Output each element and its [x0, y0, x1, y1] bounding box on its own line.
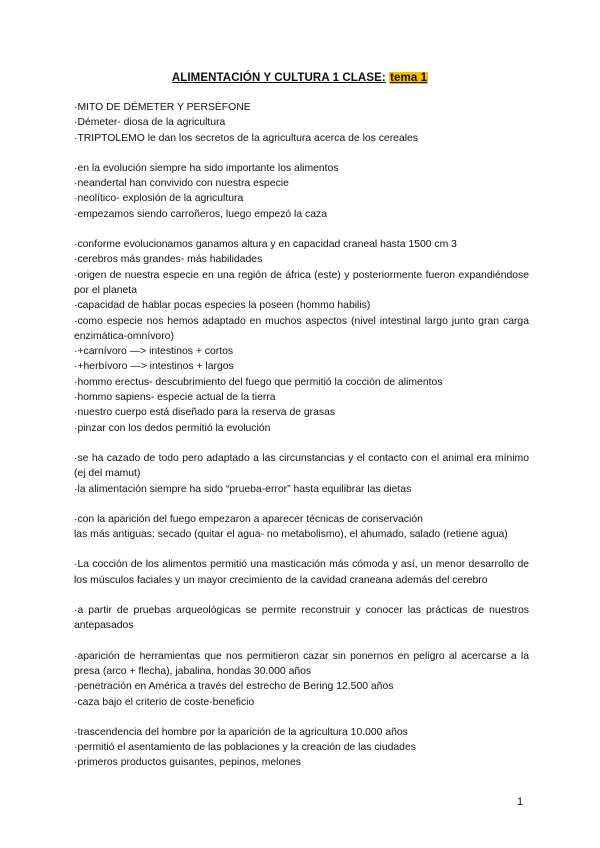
paragraph-line: ·+carnívoro —> intestinos + cortos: [74, 346, 234, 358]
paragraph-line: ·aparición de herramientas que nos permitieron cazar sin ponernos en peligro al acercarse a la presa (arco + flecha), jabalina, hondas 30.000 años: [74, 650, 529, 677]
paragraph-line: ·primeros productos guisantes, pepinos, melones: [74, 757, 301, 769]
paragraph-line: ·permitió el asentamiento de las poblaciones y la creación de las ciudades: [74, 742, 416, 754]
title-main: ALIMENTACIÓN Y CULTURA 1 CLASE:: [171, 72, 386, 84]
paragraph-line: ·+herbívoro —> intestinos + largos: [74, 361, 234, 373]
paragraph-line: ·hommo sapiens- especie actual de la tierra: [74, 392, 276, 404]
page-title: [0, 72, 600, 84]
paragraph-line: ·La cocción de los alimentos permitió una masticación más cómoda y así, un menor desarrollo de los músculos faciales y un mayor crecimiento de la cavidad craneana además del cerebro: [74, 559, 529, 586]
title-highlight: tema 1: [390, 72, 428, 84]
paragraph-line: ·conforme evolucionamos ganamos altura y en capacidad craneal hasta 1500 cm 3: [74, 239, 457, 251]
paragraph-line: ·se ha cazado de todo pero adaptado a las circunstancias y el contacto con el animal era mínimo (ej del mamut): [74, 452, 529, 480]
paragraph-line: ·MITO DE DÉMETER Y PERSÉFONE: [74, 102, 251, 113]
paragraph-line: ·caza bajo el criterio de coste-beneficio: [74, 696, 255, 708]
paragraph-line: ·origen de nuestra especie en una región de áfrica (este) y posteriormente fueron expandiéndose por el planeta: [74, 269, 529, 296]
paragraph-line: ·capacidad de hablar pocas especies la poseen (hommo habilis): [74, 300, 371, 312]
paragraph-line: ·cerebros más grandes- más habilidades: [74, 254, 263, 266]
paragraph-line: ·con la aparición del fuego empezaron a aparecer técnicas de conservación: [74, 513, 423, 525]
paragraph-line: ·hommo erectus- descubrimiento del fuego que permitió la cocción de alimentos: [74, 376, 443, 388]
paragraph-line: ·nuestro cuerpo está diseñado para la reserva de grasas: [74, 407, 336, 419]
paragraph-line: ·TRIPTOLEMO le dan los secretos de la agricultura acerca de los cereales: [74, 132, 419, 144]
paragraph-line: ·la alimentación siempre ha sido “prueba-error” hasta equilibrar las dietas: [74, 483, 412, 495]
paragraph-line: ·empezamos siendo carroñeros, luego empezó la caza: [74, 208, 327, 220]
paragraph-line: ·en la evolución siempre ha sido importante los alimentos: [74, 162, 339, 174]
paragraph-line: ·neolítico- explosión de la agricultura: [74, 193, 244, 205]
paragraph-line: ·penetración en América a través del estrecho de Bering 12.500 años: [74, 681, 394, 693]
paragraph-line: ·Démeter- diosa de la agricultura: [74, 117, 226, 129]
paragraph-line: ·a partir de pruebas arqueológicas se permite reconstruir y conocer las prácticas de nuestros antepasados: [74, 605, 529, 632]
page-number: 1: [517, 796, 524, 808]
paragraph-line: ·neandertal han convivido con nuestra especie: [74, 178, 289, 190]
paragraph-line: ·trascendencia del hombre por la aparición de la agricultura 10.000 años: [74, 726, 408, 738]
paragraph-line: las más antiguas: secado (quitar el agua- no metabolismo), el ahumado, salado (retiene agua): [74, 529, 508, 541]
paragraph-line: ·como especie nos hemos adaptado en muchos aspectos (nivel intestinal largo junto gran carga enzimática-omnívoro): [74, 315, 529, 342]
document-body: [74, 100, 529, 771]
paragraph-line: ·pinzar con los dedos permitió la evolución: [74, 422, 271, 434]
